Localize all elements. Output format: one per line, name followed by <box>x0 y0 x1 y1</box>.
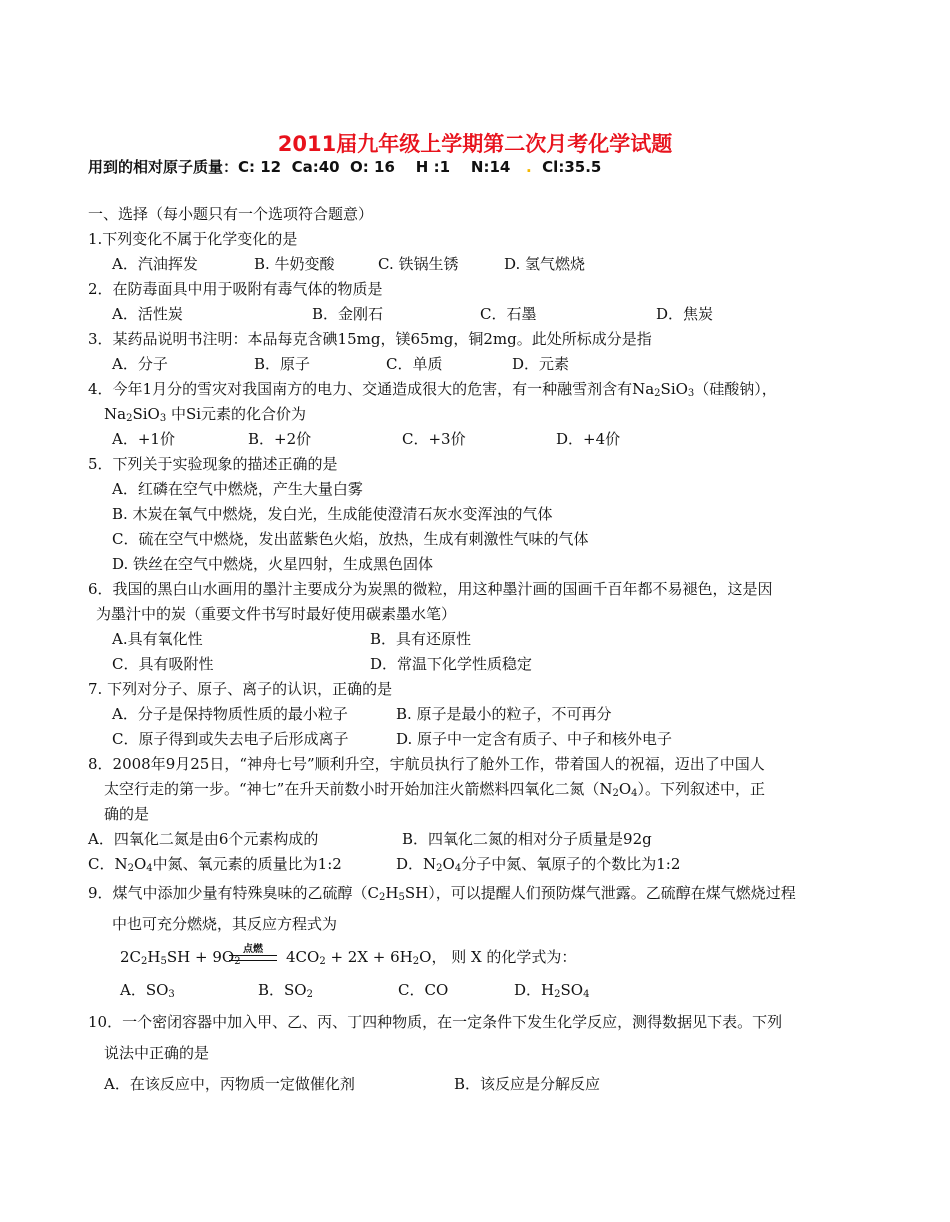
question-9-stem-line-1: 9．煤气中添加少量有特殊臭味的乙硫醇$(C_2H_5SH)$，可以提醒人们预防煤气泄露。乙硫醇在煤气燃烧过程 <box>88 884 796 903</box>
reaction-arrow <box>229 942 277 964</box>
question-8-stem-line-2: 太空行走的第一步。“神七”在升天前数小时开始加注火箭燃料四氧化二氮$(N_2O_4)$。下列叙述中，正 <box>104 780 766 799</box>
q5-option-a: A．红磷在空气中燃烧，产生大量白雾 <box>112 480 363 498</box>
reaction-condition: 点燃 <box>243 944 263 955</box>
question-10-stem-line-2: 说法中正确的是 <box>104 1044 210 1062</box>
q3-option-c: C．单质 <box>386 355 443 373</box>
exam-title: 2011届九年级上学期第二次月考化学试题 <box>277 132 673 156</box>
question-4-stem-line-1: 4．今年1月分的雪灾对我国南方的电力、交通造成很大的危害，有一种融雪剂含有$Na_2SiO_3$（硅酸钠）， <box>88 380 777 399</box>
q6-option-d: D．常温下化学性质稳定 <box>370 655 533 673</box>
q5-option-d: D. 铁丝在空气中燃烧，火星四射，生成黑色固体 <box>112 555 434 573</box>
mass-cl: Cl:35.5 <box>542 158 602 176</box>
mass-o: O: 16 <box>350 158 395 176</box>
q9-equation-left: $2C_2H_5SH + 9O_2$ <box>120 948 241 967</box>
mass-ca: Ca:40 <box>291 158 340 176</box>
q4-option-c: C．+3价 <box>402 430 466 448</box>
question-9-stem-line-2: 中也可充分燃烧，其反应方程式为 <box>112 915 338 933</box>
question-7-stem: 7. 下列对分子、原子、离子的认识，正确的是 <box>88 680 393 698</box>
q6-option-b: B．具有还原性 <box>370 630 472 648</box>
q10-option-a: A．在该反应中，丙物质一定做催化剂 <box>104 1075 355 1093</box>
q2-option-b: B．金刚石 <box>312 305 384 323</box>
q9-option-b: B．$SO_2$ <box>258 981 313 1000</box>
q4-option-a: A．+1价 <box>112 430 175 448</box>
question-1-stem: 1.下列变化不属于化学变化的是 <box>88 230 298 248</box>
q3-option-a: A．分子 <box>112 355 168 373</box>
mass-n: N:14 <box>470 158 511 176</box>
q1-option-b: B. 牛奶变酸 <box>254 255 335 273</box>
question-6-stem-line-1: 6．我国的黑白山水画用的墨汁主要成分为炭黑的微粒，用这种墨汁画的国画千百年都不易褪色，这是因 <box>88 580 773 598</box>
q9-option-a: A．$SO_3$ <box>120 981 175 1000</box>
question-3-stem: 3．某药品说明书注明：本品每克含碘15mg，镁65mg，铜2mg。此处所标成分是指 <box>88 330 652 348</box>
q2-option-d: D．焦炭 <box>656 305 714 323</box>
q1-option-d: D. 氢气燃烧 <box>504 255 586 273</box>
mass-c: C: 12 <box>238 158 282 176</box>
q6-option-a: A.具有氧化性 <box>112 630 203 648</box>
q3-option-b: B．原子 <box>254 355 311 373</box>
q7-option-b: B. 原子是最小的粒子，不可再分 <box>396 705 612 723</box>
q7-option-d: D. 原子中一定含有质子、中子和核外电子 <box>396 730 673 748</box>
q5-option-c: C．硫在空气中燃烧，发出蓝紫色火焰，放热，生成有刺激性气味的气体 <box>112 530 589 548</box>
q2-option-c: C．石墨 <box>480 305 537 323</box>
question-2-stem: 2．在防毒面具中用于吸附有毒气体的物质是 <box>88 280 383 298</box>
q10-option-b: B．该反应是分解反应 <box>454 1075 601 1093</box>
question-8-stem-line-1: 8．2008年9月25日，“神舟七号”顺利升空，宇航员执行了舱外工作，带着国人的祝福，迈出了中国人 <box>88 755 765 773</box>
q1-option-a: A．汽油挥发 <box>112 255 198 273</box>
question-8-stem-line-3: 确的是 <box>104 805 150 823</box>
q8-option-c: C．$N_2O_4$中氮、氧元素的质量比为1:2 <box>88 855 342 874</box>
q9-option-c: C．CO <box>398 981 449 999</box>
question-5-stem: 5．下列关于实验现象的描述正确的是 <box>88 455 338 473</box>
q8-option-d: D．$N_2O_4$分子中氮、氧原子的个数比为1:2 <box>396 855 681 874</box>
q8-option-a: A．四氧化二氮是由6个元素构成的 <box>88 830 319 848</box>
q4-option-b: B．+2价 <box>248 430 312 448</box>
reaction-equals-sign <box>229 955 277 961</box>
q8-option-b: B．四氧化二氮的相对分子质量是92g <box>402 830 652 848</box>
section-heading: 一、选择（每小题只有一个选项符合题意） <box>88 205 374 223</box>
question-4-stem-line-2: $Na_2SiO_3$ 中Si元素的化合价为 <box>104 405 307 424</box>
q9-equation-right: $4CO_2 + 2X + 6H_2O$， 则 X 的化学式为： <box>286 948 577 967</box>
atomic-masses <box>88 156 601 177</box>
q4-option-d: D．+4价 <box>556 430 621 448</box>
q3-option-d: D．元素 <box>512 355 570 373</box>
q7-option-c: C．原子得到或失去电子后形成离子 <box>112 730 349 748</box>
mass-h: H :1 <box>415 158 451 176</box>
separator-mark: . <box>526 158 532 176</box>
q7-option-a: A．分子是保持物质性质的最小粒子 <box>112 705 348 723</box>
q9-option-d: D．$H_2SO_4$ <box>514 981 590 1000</box>
q5-option-b: B. 木炭在氧气中燃烧，发白光，生成能使澄清石灰水变浑浊的气体 <box>112 505 553 523</box>
atomic-masses-label: 用到的相对原子质量： <box>88 158 239 176</box>
q2-option-a: A．活性炭 <box>112 305 183 323</box>
q6-option-c: C．具有吸附性 <box>112 655 214 673</box>
q1-option-c: C. 铁锅生锈 <box>378 255 459 273</box>
question-6-stem-line-2: 为墨汁中的炭（重要文件书写时最好使用碳素墨水笔） <box>96 605 457 623</box>
question-10-stem-line-1: 10．一个密闭容器中加入甲、乙、丙、丁四种物质，在一定条件下发生化学反应，测得数据见下表。下列 <box>88 1013 783 1031</box>
